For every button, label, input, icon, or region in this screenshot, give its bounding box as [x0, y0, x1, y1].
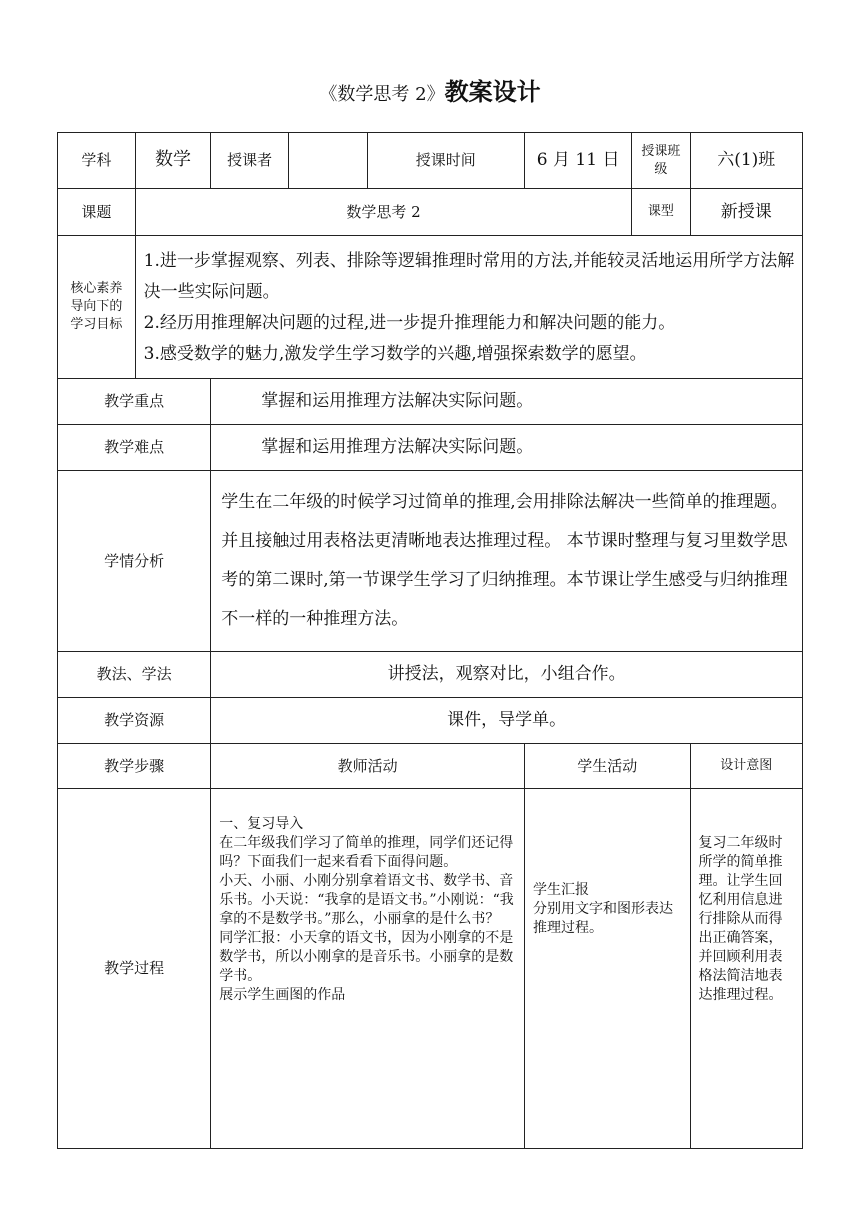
difficulty-label: 教学难点 [58, 425, 211, 471]
teacher-label: 授课者 [211, 133, 289, 189]
method-label: 教法、学法 [58, 652, 211, 698]
student-line: 学生汇报 [532, 882, 589, 898]
difficulty-value: 掌握和运用推理方法解决实际问题。 [211, 425, 803, 471]
goal-item: 3.感受数学的魅力,激发学生学习数学的兴趣,增强探索数学的愿望。 [143, 344, 647, 364]
analysis-row [58, 471, 803, 652]
resources-label: 教学资源 [58, 698, 211, 744]
analysis-value: 学生在二年级的时候学习过简单的推理,会用排除法解决一些简单的推理题。并且接触过用表格法更清晰地表达推理过程。 本节课时整理与复习里数学思考的第二课时,第一节课学生学习了归纳推理。本节课让学生感受与归纳推理不一样的一种推理方法。 [211, 471, 803, 652]
resources-value: 课件，导学单。 [211, 698, 803, 744]
goals-label: 核心素养导向下的学习目标 [58, 236, 136, 379]
steps-header: 教学步骤 [58, 744, 211, 789]
goal-item: 2.经历用推理解决问题的过程,进一步提升推理能力和解决问题的能力。 [143, 313, 676, 333]
goal-item: 1.进一步掌握观察、列表、排除等逻辑推理时常用的方法,并能较灵活地运用所学方法解决一些实际问题。 [143, 251, 795, 302]
resources-row [58, 698, 803, 744]
teacher-line: 一、复习导入 [219, 816, 304, 832]
student-activity [524, 789, 690, 1149]
key-point-value: 掌握和运用推理方法解决实际问题。 [211, 379, 803, 425]
design-intent: 复习二年级时所学的简单推理。让学生回忆利用信息进行排除从而得出正确答案，并回顾利用表格法简洁地表达推理过程。 [690, 789, 802, 1149]
analysis-label: 学情分析 [58, 471, 211, 652]
time-value: 6 月 11 日 [524, 133, 631, 189]
goals-list [135, 236, 802, 379]
class-value: 六(1)班 [690, 133, 802, 189]
teacher-activity [211, 789, 525, 1149]
design-intent-header: 设计意图 [690, 744, 802, 789]
process-label: 教学过程 [58, 789, 211, 1149]
teacher-line: 小天、小丽、小刚分别拿着语文书、数学书、音乐书。小天说：“我拿的是语文书。”小刚说：“我拿的不是数学书。”那么，小丽拿的是什么书？ [219, 873, 514, 927]
lesson-plan-table [57, 132, 803, 1149]
teacher-activity-header: 教师活动 [211, 744, 525, 789]
class-label: 授课班级 [632, 133, 690, 189]
key-point-label: 教学重点 [58, 379, 211, 425]
topic-label: 课题 [58, 189, 136, 236]
type-label: 课型 [632, 189, 690, 236]
steps-header-row [58, 744, 803, 789]
teacher-line: 同学汇报：小天拿的语文书，因为小刚拿的不是数学书，所以小刚拿的是音乐书。小丽拿的是数学书。 [219, 930, 514, 984]
header-row [58, 133, 803, 189]
topic-value: 数学思考 2 [135, 189, 632, 236]
difficulty-row [58, 425, 803, 471]
student-activity-header: 学生活动 [524, 744, 690, 789]
process-row [58, 789, 803, 1149]
method-value: 讲授法，观察对比，小组合作。 [211, 652, 803, 698]
goals-row [58, 236, 803, 379]
subject-label: 学科 [58, 133, 136, 189]
student-line: 分别用文字和图形表达推理过程。 [532, 901, 673, 936]
document-title [0, 72, 860, 107]
topic-row [58, 189, 803, 236]
teacher-line: 展示学生画图的作品 [219, 987, 346, 1003]
teacher-line: 在二年级我们学习了简单的推理，同学们还记得吗？下面我们一起来看看下面得问题。 [219, 835, 514, 870]
subject-value: 数学 [135, 133, 211, 189]
time-label: 授课时间 [367, 133, 524, 189]
method-row [58, 652, 803, 698]
key-point-row [58, 379, 803, 425]
title-prefix: 《数学思考 2》 [319, 84, 445, 105]
title-suffix: 教案设计 [444, 77, 541, 106]
teacher-value [288, 133, 367, 189]
type-value: 新授课 [690, 189, 802, 236]
